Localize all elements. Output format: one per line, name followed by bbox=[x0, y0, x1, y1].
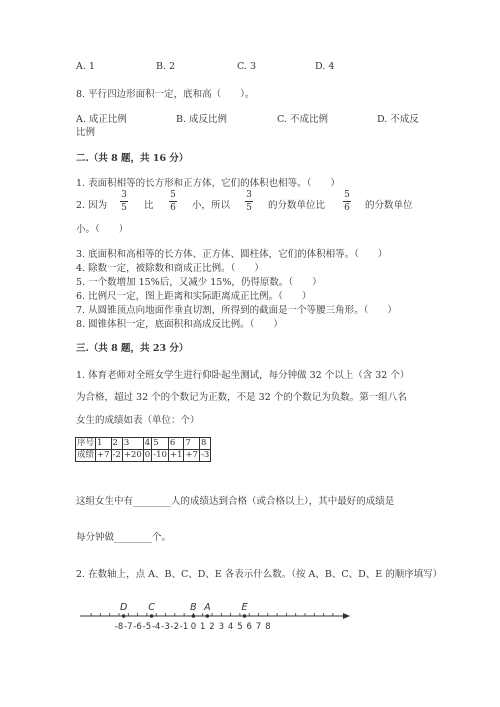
s2-q6: 6. 比例尺一定，图上距离和实际距离成正比例。（ ） bbox=[76, 291, 312, 302]
tick-label: 3 bbox=[218, 622, 225, 632]
tick-label: 8 bbox=[265, 622, 271, 632]
table-cell: +7 bbox=[185, 450, 198, 460]
point-d-dot bbox=[122, 614, 126, 618]
q7-option-c: C. 3 bbox=[237, 61, 257, 72]
point-e-dot bbox=[243, 614, 247, 618]
point-a-label: A bbox=[204, 602, 211, 613]
tick-label: -5 bbox=[142, 622, 152, 632]
point-c-dot bbox=[150, 614, 154, 618]
tick-label: 7 bbox=[255, 622, 262, 632]
fraction-numerator: 5 bbox=[344, 190, 350, 200]
s2-q2-small: 小，所以 bbox=[192, 200, 231, 211]
table-cell: 6 bbox=[168, 438, 184, 450]
fraction-numerator: 5 bbox=[170, 190, 176, 200]
table-cell: -2 bbox=[112, 450, 121, 460]
section-2-heading: 二.（共 8 题，共 16 分） bbox=[76, 153, 189, 164]
table-cell: -3 bbox=[200, 450, 210, 460]
q8-option-d-wrap: 比例 bbox=[76, 127, 96, 138]
fraction-denominator: 6 bbox=[344, 203, 350, 213]
s2-q5: 5. 一个数增加 15%后，又减少 15%，仍得原数。（ ） bbox=[76, 277, 322, 288]
table-cell: 1 bbox=[96, 438, 112, 450]
s2-q2-because: 2. 因为 bbox=[76, 200, 108, 211]
s3-q1-blank-line-1: 这组女生中有________人的成绩达到合格（或合格以上），其中最好的成绩是 bbox=[76, 496, 395, 507]
tick-label: -7 bbox=[124, 622, 133, 632]
table-cell: 2 bbox=[111, 438, 122, 450]
q8-stem: 8. 平行四边形面积一定，底和高（ ）。 bbox=[76, 89, 255, 100]
s3-q2: 2. 在数轴上，点 A、B、C、D、E 各表示什么数。（按 A、B、C、D、E 的顺序填写） bbox=[76, 569, 443, 580]
table-cell: +7 bbox=[97, 450, 110, 460]
s2-q3: 3. 底面积和高相等的长方体、正方体、圆柱体，它们的体积相等。（ ） bbox=[76, 249, 388, 260]
fraction-denominator: 6 bbox=[170, 203, 176, 213]
table-cell: 8 bbox=[199, 438, 210, 450]
s3-q1-blank-line-2: 每分钟做________个。 bbox=[76, 532, 172, 543]
table-cell: -10 bbox=[153, 450, 167, 460]
point-e-label: E bbox=[241, 602, 248, 613]
table-cell: +20 bbox=[123, 450, 142, 460]
tick-label: 4 bbox=[227, 622, 234, 632]
tick-label: 5 bbox=[237, 622, 243, 632]
s2-q7: 7. 从圆锥顶点向地面作垂直切割，所得到的截面是一个等腰三角形。（ ） bbox=[76, 305, 397, 316]
tick-label: 6 bbox=[246, 622, 252, 632]
section-3-heading: 三.（共 8 题，共 23 分） bbox=[76, 343, 189, 354]
table-cell: 7 bbox=[184, 438, 200, 450]
table-cell: 序号 bbox=[77, 438, 95, 448]
tick-label: -6 bbox=[133, 622, 142, 632]
q7-option-d: D. 4 bbox=[315, 61, 335, 72]
axis-arrow bbox=[343, 613, 350, 619]
s2-q2-wrap: 小。（ ） bbox=[76, 224, 129, 235]
point-b-dot bbox=[192, 614, 196, 618]
tick-label: 0 bbox=[190, 622, 197, 632]
table-cell: 0 bbox=[144, 450, 151, 460]
tick-label: -1 bbox=[179, 622, 189, 632]
point-b-label: B bbox=[190, 602, 197, 613]
tick-label: -2 bbox=[170, 622, 180, 632]
q8-option-c: C. 不成比例 bbox=[277, 114, 328, 125]
fraction-denominator: 5 bbox=[121, 203, 127, 213]
s3-q1-line-2: 为合格，超过 32 个的个数记为正数，不是 32 个的个数记为负数。第一组八名 bbox=[76, 392, 407, 403]
table-cell: 4 bbox=[144, 438, 151, 448]
tick-label: 2 bbox=[209, 622, 215, 632]
q8-option-d: D. 不成反 bbox=[377, 114, 419, 125]
fraction-denominator: 5 bbox=[246, 203, 252, 213]
q8-option-a: A. 成正比例 bbox=[76, 114, 127, 125]
s3-q1-line-3: 女生的成绩如表（单位：个） bbox=[76, 415, 200, 426]
q8-option-b: B. 成反比例 bbox=[176, 114, 228, 125]
s3-q1-line-1: 1. 体育老师对全班女学生进行仰卧起坐测试，每分钟做 32 个以上（含 32 个） bbox=[76, 370, 410, 381]
s2-q2-unit-tail: 的分数单位 bbox=[365, 200, 413, 211]
s2-q2-than: 比 bbox=[144, 200, 154, 211]
table-cell: 5 bbox=[152, 438, 169, 450]
fraction-numerator: 3 bbox=[246, 190, 252, 200]
point-d-label: D bbox=[119, 602, 128, 613]
tick-label: -8 bbox=[114, 622, 124, 632]
s2-q1: 1. 表面积相等的长方形和正方体，它们的体积也相等。（ ） bbox=[76, 178, 340, 189]
point-a-dot bbox=[206, 614, 210, 618]
tick-label: -4 bbox=[151, 622, 161, 632]
q7-option-a: A. 1 bbox=[76, 61, 95, 72]
tick-label: -3 bbox=[161, 622, 170, 632]
fraction-numerator: 3 bbox=[121, 190, 127, 200]
table-cell: +1 bbox=[169, 450, 183, 460]
tick-label: 1 bbox=[199, 622, 206, 632]
s2-q8: 8. 圆锥体积一定，底面积和高成反比例。（ ） bbox=[76, 319, 283, 330]
point-c-label: C bbox=[148, 602, 155, 613]
table-cell: 3 bbox=[122, 438, 143, 450]
q7-option-b: B. 2 bbox=[156, 61, 176, 72]
table-cell: 成绩 bbox=[77, 450, 95, 460]
s2-q4: 4. 除数一定，被除数和商成正比例。（ ） bbox=[76, 263, 264, 274]
s2-q2-unit-than: 的分数单位比 bbox=[268, 200, 326, 211]
